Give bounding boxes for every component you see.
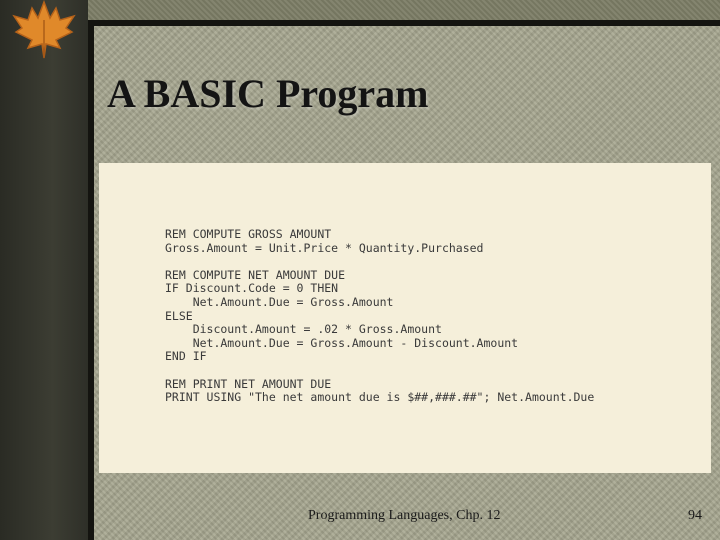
code-line: [165, 364, 594, 378]
code-listing: [165, 228, 594, 405]
code-line: IF Discount.Code = 0 THEN: [165, 281, 339, 296]
code-line: Discount.Amount = .02 * Gross.Amount: [165, 322, 442, 337]
slide-footer: Programming Languages, Chp. 12: [308, 508, 501, 523]
code-line: ELSE: [165, 308, 193, 323]
code-line: REM COMPUTE NET AMOUNT DUE: [165, 267, 346, 282]
code-line: REM COMPUTE GROSS AMOUNT: [165, 227, 332, 241]
page-number: 94: [688, 508, 702, 523]
code-line: END IF: [165, 349, 207, 364]
top-border: [0, 0, 720, 22]
code-line: REM PRINT NET AMOUNT DUE: [165, 376, 332, 391]
left-border: [0, 0, 88, 540]
slide-title: A BASIC Program: [107, 71, 429, 116]
code-line: [165, 255, 594, 269]
code-line: Net.Amount.Due = Gross.Amount: [165, 294, 394, 309]
maple-leaf-icon: [6, 0, 82, 62]
code-line: Net.Amount.Due = Gross.Amount - Discount.Amount: [165, 335, 519, 350]
code-line: Gross.Amount = Unit.Price * Quantity.Purchased: [165, 240, 484, 255]
code-line: PRINT USING "The net amount due is $##,###.##"; Net.Amount.Due: [165, 390, 595, 405]
